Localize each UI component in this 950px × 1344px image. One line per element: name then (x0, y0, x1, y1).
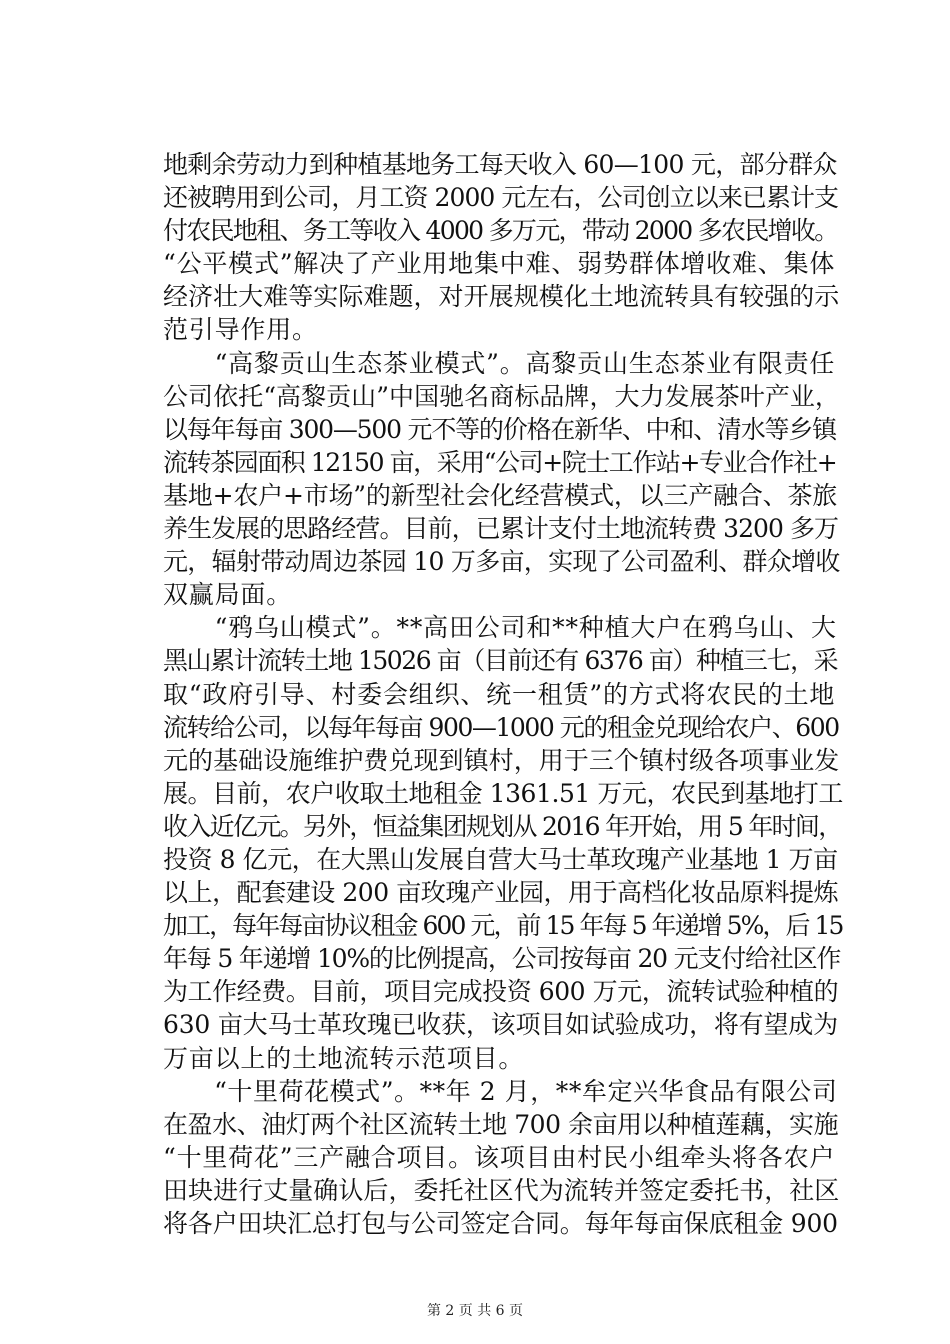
text-line: 元的基础设施维护费兑现到镇村，用于三个镇村级各项事业发 (163, 745, 840, 775)
text-line: 养生发展的思路经营。目前，已累计支付土地流转费 3200 多万 (163, 514, 839, 544)
text-line: 还被聘用到公司，月工资 2000 元左右，公司创立以来已累计支 (163, 183, 839, 213)
text-line: 投资 8 亿元，在大黑山发展自营大马士革玫瑰产业基地 1 万亩 (163, 844, 838, 874)
text-line: 付农民地租、务工等收入 4000 多万元，带动 2000 多农民增收。 (163, 216, 838, 246)
text-line: 将各户田块汇总打包与公司签定合同。每年每亩保底租金 900 (163, 1209, 838, 1238)
text-line: 田块进行丈量确认后，委托社区代为流转并签定委托书，社区 (163, 1175, 840, 1205)
text-line: 双赢局面。 (163, 580, 293, 610)
text-line: 收入近亿元。另外，恒益集团规划从 2016 年开始，用 5 年时间， (163, 811, 842, 841)
page-footer: 第 2 页 共 6 页 (426, 1303, 524, 1319)
text-line: 取“政府引导、村委会组织、统一租赁”的方式将农民的土地 (163, 679, 836, 709)
text-line: 黑山累计流转土地 15026 亩（目前还有 6376 亩）种植三七，采 (163, 646, 838, 676)
text-line: 流转给公司，以每年每亩 900—1000 元的租金兑现给农户、600 (163, 712, 839, 742)
text-line: 以上，配套建设 200 亩玫瑰产业园，用于高档化妆品原料提炼 (163, 878, 839, 908)
text-line: 流转茶园面积 12150 亩，采用“公司+院士工作站+专业合作社+ (163, 447, 837, 477)
text-line: “高黎贡山生态茶业模式”。高黎贡山生态茶业有限责任 (163, 348, 836, 378)
text-line: 年每 5 年递增 10%的比例提高，公司按每亩 20 元支付给社区作 (163, 944, 841, 974)
body-text (163, 148, 843, 1240)
text-line: 万亩以上的土地流转示范项目。 (163, 1043, 525, 1073)
text-line: 地剩余劳动力到种植基地务工每天收入 60—100 元，部分群众 (163, 150, 837, 179)
text-line: “鸦乌山模式”。**高田公司和**种植大户在鸦乌山、大 (163, 613, 837, 643)
text-line: 展。目前，农户收取土地租金 1361.51 万元，农民到基地打工 (163, 778, 843, 808)
text-line: “公平模式”解决了产业用地集中难、弱势群体增收难、集体 (163, 249, 836, 279)
text-line: 范引导作用。 (163, 315, 318, 345)
text-line: “十里荷花”三产融合项目。该项目由村民小组牵头将各农户 (163, 1142, 836, 1172)
text-line: 加工，每年每亩协议租金 600 元，前 15 年每 5 年递增 5%，后 15 (163, 911, 843, 941)
text-line: 在盈水、油灯两个社区流转土地 700 余亩用以种植莲藕，实施 (163, 1109, 839, 1139)
text-line: 为工作经费。目前，项目完成投资 600 万元，流转试验种植的 (163, 977, 839, 1007)
text-line: “十里荷花模式”。**年 2 月，**牟定兴华食品有限公司 (163, 1076, 838, 1106)
text-line: 公司依托“高黎贡山”中国驰名商标品牌，大力发展茶叶产业， (163, 381, 840, 411)
text-line: 630 亩大马士革玫瑰已收获，该项目如试验成功，将有望成为 (163, 1010, 838, 1040)
text-line: 经济壮大难等实际难题，对开展规模化土地流转具有较强的示 (163, 282, 840, 312)
text-line: 以每年每亩 300—500 元不等的价格在新华、中和、清水等乡镇 (163, 414, 836, 444)
text-line: 元，辐射带动周边茶园 10 万多亩，实现了公司盈利、群众增收 (163, 547, 840, 577)
text-line: 基地+农户+市场”的新型社会化经营模式，以三产融合、茶旅 (163, 480, 838, 510)
